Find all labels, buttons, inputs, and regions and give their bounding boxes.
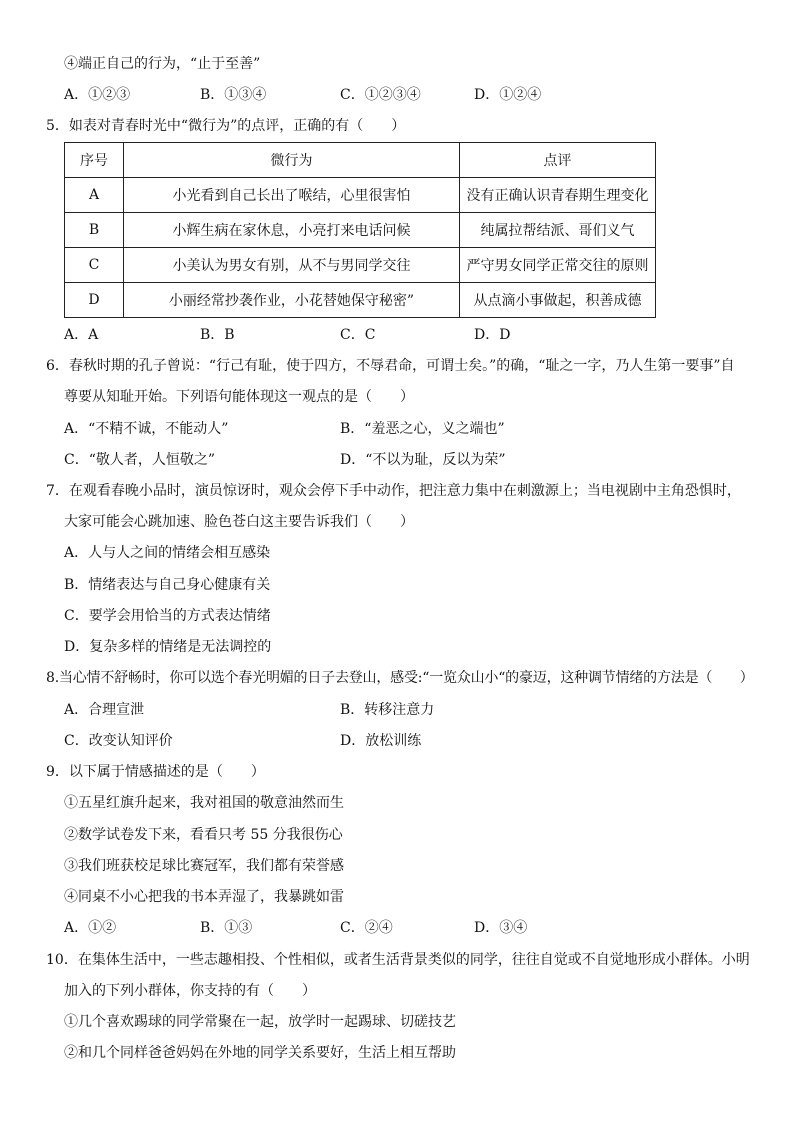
- q10-item-2: ②和几个同样爸爸妈妈在外地的同学关系要好，生活上相互帮助: [64, 1045, 456, 1061]
- row-comment: 纯属拉帮结派、哥们义气: [460, 213, 656, 248]
- q4-option-d: D．①②④: [474, 87, 542, 103]
- q5-option-a: A．A: [64, 327, 99, 343]
- row-comment: 从点滴小事做起，积善成德: [460, 283, 656, 318]
- row-label: A: [65, 178, 124, 213]
- row-comment: 没有正确认识青春期生理变化: [460, 178, 656, 213]
- header-number: 序号: [65, 143, 124, 178]
- row-behavior: 小辉生病在家休息，小亮打来电话问候: [124, 213, 460, 248]
- q6-option-c: C．“敬人者，人恒敬之”: [64, 452, 216, 468]
- q8-stem: 8.当心情不舒畅时，你可以选个春光明媚的日子去登山，感受:“一览众山小“的豪迈，这种调节情绪的方法是（ ）: [46, 670, 754, 686]
- table-header-row: [65, 143, 656, 178]
- q9-option-a: A．①②: [64, 920, 117, 936]
- q6-stem-line-1: 6．春秋时期的孔子曾说：“行己有耻，使于四方，不辱君命，可谓士矣。”的确，“耻之一字，乃人生第一要事”自: [46, 358, 735, 374]
- row-label: B: [65, 213, 124, 248]
- table-row: [65, 283, 656, 318]
- q5-option-d: D．D: [474, 327, 511, 343]
- q7-option-d: D．复杂多样的情绪是无法调控的: [64, 639, 272, 655]
- q7-option-a: A．人与人之间的情绪会相互感染: [64, 545, 271, 561]
- q6-option-b: B．“羞恶之心，义之端也”: [340, 421, 505, 437]
- q5-stem: 5．如表对青春时光中“微行为”的点评，正确的有（ ）: [46, 118, 406, 134]
- header-behavior: 微行为: [124, 143, 460, 178]
- q4-item-4: ④端正自己的行为，“止于至善”: [64, 56, 261, 72]
- q9-item-1: ①五星红旗升起来，我对祖国的敬意油然而生: [64, 795, 344, 811]
- header-comment: 点评: [460, 143, 656, 178]
- q4-option-a: A．①②③: [64, 87, 131, 103]
- q8-option-d: D．放松训练: [340, 733, 422, 749]
- q9-item-2: ②数学试卷发下来，看看只考 55 分我很伤心: [64, 827, 343, 843]
- row-behavior: 小光看到自己长出了喉结，心里很害怕: [124, 178, 460, 213]
- q10-item-1: ①几个喜欢踢球的同学常聚在一起，放学时一起踢球、切磋技艺: [64, 1014, 456, 1030]
- q4-option-b: B．①③④: [200, 87, 267, 103]
- q7-stem-line-2: 大家可能会心跳加速、脸色苍白这主要告诉我们（ ）: [64, 514, 414, 530]
- q5-table: [64, 142, 656, 318]
- q10-stem-line-1: 10．在集体生活中，一些志趣相投、个性相似，或者生活背景类似的同学，往往自觉或不自觉地形成小群体。小明: [46, 952, 750, 968]
- row-behavior: 小丽经常抄袭作业，小花替她保守秘密”: [124, 283, 460, 318]
- q9-item-4: ④同桌不小心把我的书本弄湿了，我暴跳如雷: [64, 889, 344, 905]
- table-row: [65, 178, 656, 213]
- q4-option-c: C．①②③④: [340, 87, 421, 103]
- q9-option-b: B．①③: [200, 920, 253, 936]
- q7-stem-line-1: 7．在观看春晚小品时，演员惊讶时，观众会停下手中动作，把注意力集中在刺激源上；当电视剧中主角恐惧时，: [46, 483, 741, 499]
- q10-stem-line-2: 加入的下列小群体，你支持的有（ ）: [64, 983, 316, 999]
- q9-stem: 9．以下属于情感描述的是（ ）: [46, 764, 265, 780]
- q6-stem-line-2: 尊要从知耻开始。下列语句能体现这一观点的是（ ）: [64, 389, 414, 405]
- q7-option-c: C．要学会用恰当的方式表达情绪: [64, 608, 271, 624]
- q8-option-c: C．改变认知评价: [64, 733, 173, 749]
- table-row: [65, 213, 656, 248]
- q9-option-d: D．③④: [474, 920, 528, 936]
- row-comment: 严守男女同学正常交往的原则: [460, 248, 656, 283]
- q5-option-b: B．B: [200, 327, 235, 343]
- row-label: C: [65, 248, 124, 283]
- q6-option-a: A．“不精不诚，不能动人”: [64, 421, 229, 437]
- q9-option-c: C．②④: [340, 920, 393, 936]
- q8-option-a: A．合理宣泄: [64, 702, 145, 718]
- row-behavior: 小美认为男女有别，从不与男同学交往: [124, 248, 460, 283]
- q8-option-b: B．转移注意力: [340, 702, 435, 718]
- q9-item-3: ③我们班获校足球比赛冠军，我们都有荣誉感: [64, 858, 344, 874]
- q5-option-c: C．C: [340, 327, 376, 343]
- q6-option-d: D．“不以为耻，反以为荣”: [340, 452, 506, 468]
- q7-option-b: B．情绪表达与自己身心健康有关: [64, 577, 271, 593]
- table-row: [65, 248, 656, 283]
- row-label: D: [65, 283, 124, 318]
